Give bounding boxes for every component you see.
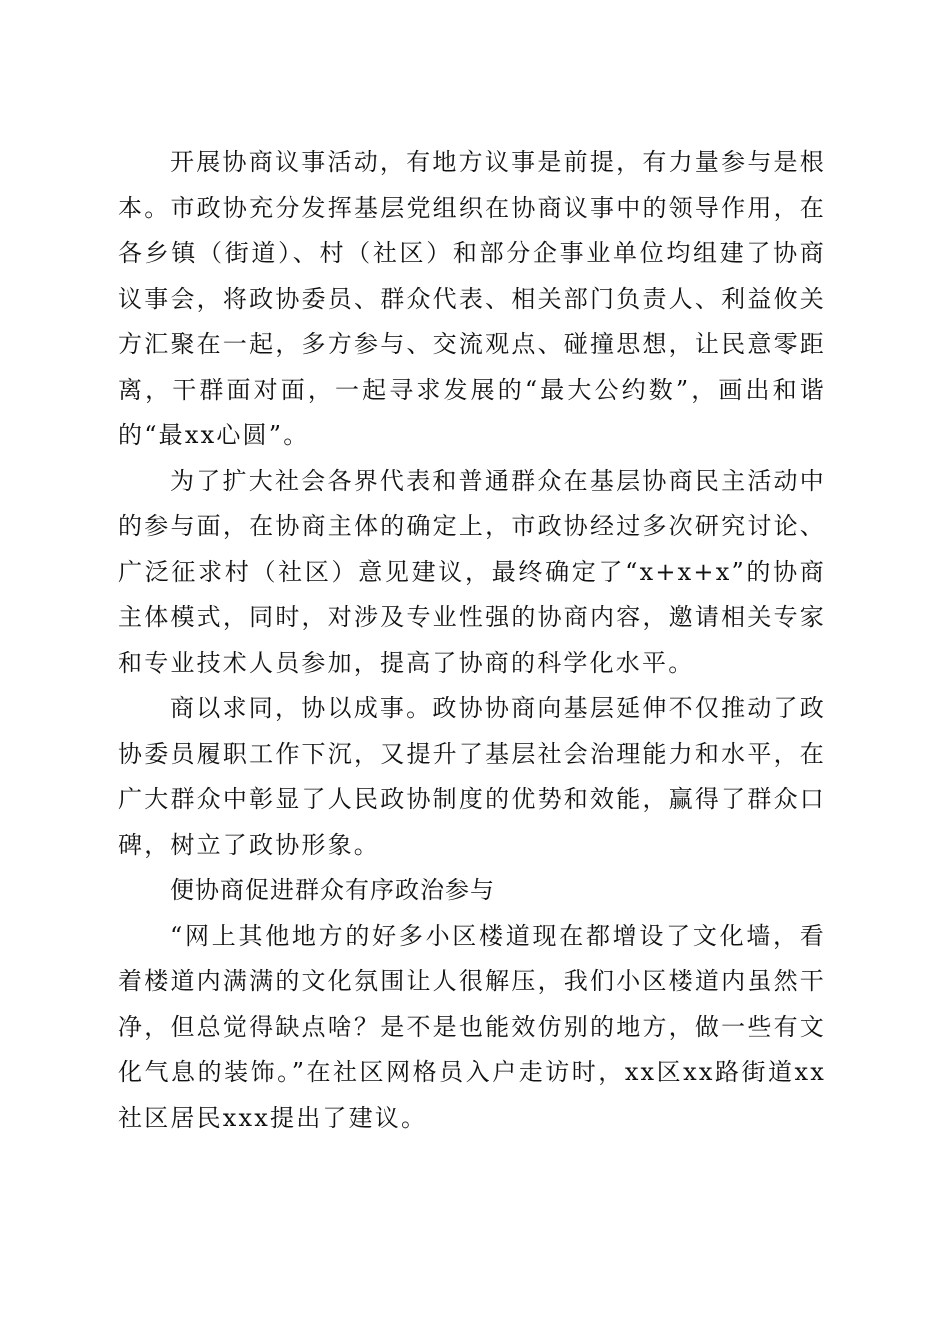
- paragraph-resident-suggestion: “网上其他地方的好多小区楼道现在都增设了文化墙，看着楼道内满满的文化氛围让人很解压，我们小区楼道内虽然干净，但总觉得缺点啥？是不是也能效仿别的地方，做一些有文化气息的装饰。”在社区网格员入户走访时，xx区xx路街道xx社区居民xxx提出了建议。: [118, 921, 826, 1132]
- paragraph-consultation-participants: 为了扩大社会各界代表和普通群众在基层协商民主活动中的参与面，在协商主体的确定上，市政协经过多次研究讨论、广泛征求村（社区）意见建议，最终确定了“x+x+x”的协商主体模式，同时，对涉及专业性强的协商内容，邀请相关专家和专业技术人员参加，提高了协商的科学化水平。: [118, 466, 826, 677]
- paragraph-consultation-results: 商以求同，协以成事。政协协商向基层延伸不仅推动了政协委员履职工作下沉，又提升了基层社会治理能力和水平，在广大群众中彰显了人民政协制度的优势和效能，赢得了群众口碑，树立了政协形象。: [118, 694, 826, 859]
- document-body: [118, 140, 826, 1141]
- paragraph-consultation-activities: 开展协商议事活动，有地方议事是前提，有力量参与是根本。市政协充分发挥基层党组织在协商议事中的领导作用，在各乡镇（街道）、村（社区）和部分企事业单位均组建了协商议事会，将政协委员、群众代表、相关部门负责人、利益攸关方汇聚在一起，多方参与、交流观点、碰撞思想，让民意零距离，干群面对面，一起寻求发展的“最大公约数”，画出和谐的“最xx心圆”。: [118, 148, 826, 449]
- section-heading: 便协商促进群众有序政治参与: [170, 876, 495, 904]
